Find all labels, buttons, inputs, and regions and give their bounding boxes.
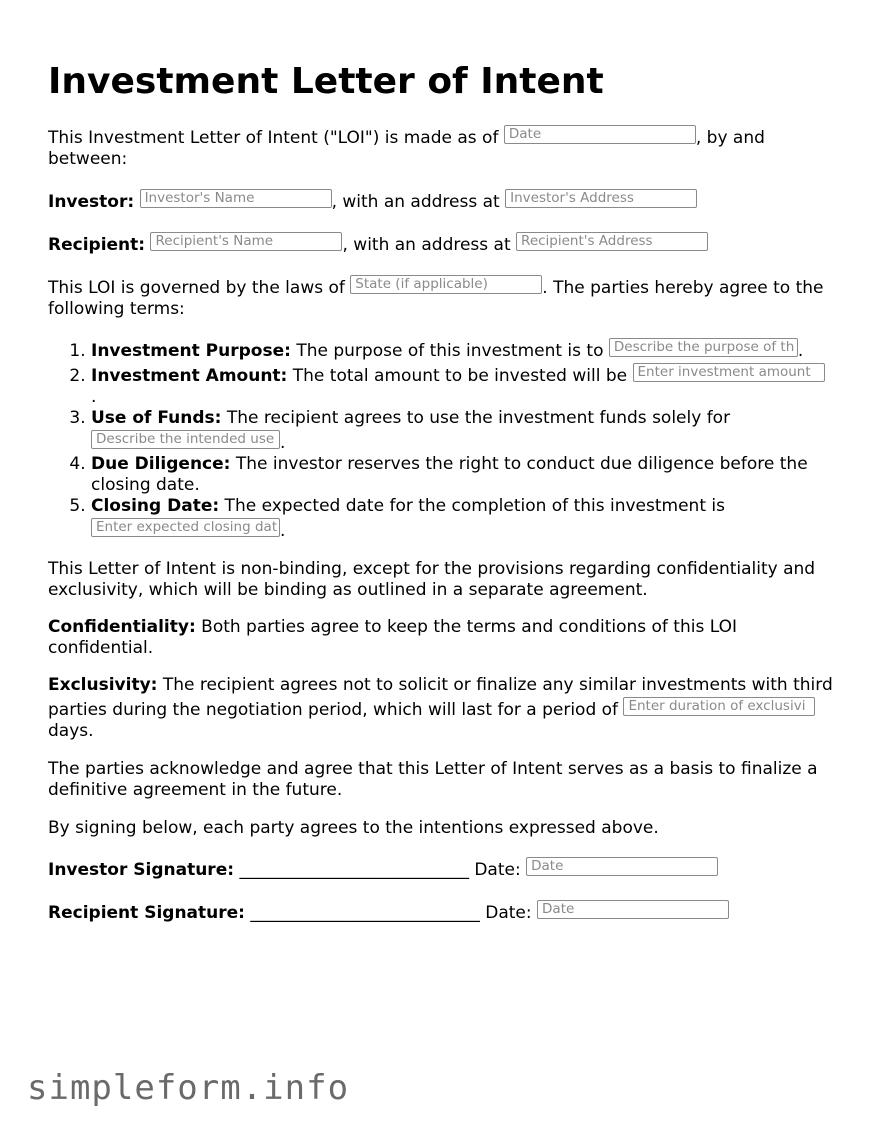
- term-item: [91, 337, 833, 362]
- recipient-signature-field[interactable]: ___________________________: [250, 903, 480, 923]
- recipient-date-label: Date:: [479, 903, 538, 923]
- acknowledge-paragraph: The parties acknowledge and agree that this Letter of Intent serves as a basis to finalize a definitive agreement in the future.: [48, 759, 818, 800]
- confidentiality-label: Confidentiality:: [48, 617, 196, 637]
- closing-date-input[interactable]: Enter expected closing dat: [91, 518, 280, 537]
- recipient-label: Recipient:: [48, 235, 146, 255]
- term-label: Closing Date:: [91, 496, 220, 516]
- nonbinding-paragraph: This Letter of Intent is non-binding, except for the provisions regarding confidentiality and exclusivity, which will be binding as outlined in a separate agreement.: [48, 559, 816, 600]
- intended-use-input[interactable]: Describe the intended use: [91, 430, 280, 449]
- exclusivity-label: Exclusivity:: [48, 675, 158, 695]
- watermark: simpleform.info: [27, 1068, 350, 1108]
- confidentiality-text: Both parties agree to keep the terms and conditions of this LOI confidential.: [48, 617, 737, 658]
- page-title: Investment Letter of Intent: [48, 61, 604, 102]
- term-label: Use of Funds:: [91, 408, 222, 428]
- intro-text-after: , by and between:: [48, 128, 765, 169]
- investor-label: Investor:: [48, 192, 135, 212]
- recipient-address-input[interactable]: Recipient's Address: [516, 232, 708, 251]
- document-page: [48, 0, 833, 924]
- state-input[interactable]: State (if applicable): [350, 275, 542, 294]
- exclusivity-paragraph: [48, 675, 833, 742]
- investor-signature-date-input[interactable]: Date: [526, 857, 718, 876]
- recipient-line: [48, 231, 833, 256]
- exclusivity-duration-input[interactable]: Enter duration of exclusivi: [623, 697, 815, 716]
- term-punctuation: .: [91, 387, 97, 407]
- investor-signature-field[interactable]: ___________________________: [239, 860, 469, 880]
- governing-law-paragraph: [48, 274, 833, 320]
- recipient-name-input[interactable]: Recipient's Name: [150, 232, 342, 251]
- investment-purpose-input[interactable]: Describe the purpose of th: [609, 338, 798, 357]
- term-punctuation: .: [280, 521, 286, 541]
- term-item: [91, 496, 833, 542]
- term-item: [91, 362, 833, 408]
- term-text: The expected date for the completion of this investment is: [219, 496, 725, 516]
- term-label: Due Diligence:: [91, 454, 231, 474]
- recipient-mid-text: , with an address at: [342, 235, 517, 255]
- investment-amount-input[interactable]: Enter investment amount: [633, 363, 825, 382]
- term-item: [91, 454, 833, 496]
- term-punctuation: .: [797, 341, 804, 361]
- exclusivity-after: days.: [48, 721, 94, 741]
- investor-name-input[interactable]: Investor's Name: [140, 189, 332, 208]
- recipient-signature-label: Recipient Signature:: [48, 903, 245, 923]
- term-text: The total amount to be invested will be: [287, 366, 633, 386]
- investor-address-input[interactable]: Investor's Address: [505, 189, 697, 208]
- investor-date-label: Date:: [468, 860, 527, 880]
- investor-line: [48, 188, 833, 213]
- term-label: Investment Amount:: [91, 366, 288, 386]
- recipient-signature-line: [48, 899, 833, 924]
- signing-intro: By signing below, each party agrees to the intentions expressed above.: [48, 818, 659, 838]
- term-label: Investment Purpose:: [91, 341, 291, 361]
- term-text: The investor reserves the right to conduct due diligence before the closing date.: [91, 454, 808, 495]
- term-punctuation: .: [280, 433, 286, 453]
- governing-text-after: . The parties hereby agree to the following terms:: [48, 278, 824, 319]
- investor-signature-label: Investor Signature:: [48, 860, 235, 880]
- governing-text-before: This LOI is governed by the laws of: [48, 278, 351, 298]
- recipient-signature-date-input[interactable]: Date: [537, 900, 729, 919]
- term-text: The purpose of this investment is to: [290, 341, 609, 361]
- terms-list: [48, 337, 833, 542]
- loi-date-input[interactable]: Date: [504, 125, 696, 144]
- intro-paragraph: [48, 124, 833, 170]
- term-item: [91, 408, 833, 454]
- term-text: The recipient agrees to use the investment funds solely for: [221, 408, 731, 428]
- intro-text-before: This Investment Letter of Intent ("LOI") is made as of: [48, 128, 504, 148]
- confidentiality-paragraph: [48, 617, 833, 659]
- investor-mid-text: , with an address at: [331, 192, 506, 212]
- exclusivity-text: The recipient agrees not to solicit or finalize any similar investments with third parties during the negotiation period, which will last for a period of: [48, 675, 833, 720]
- investor-signature-line: [48, 856, 833, 881]
